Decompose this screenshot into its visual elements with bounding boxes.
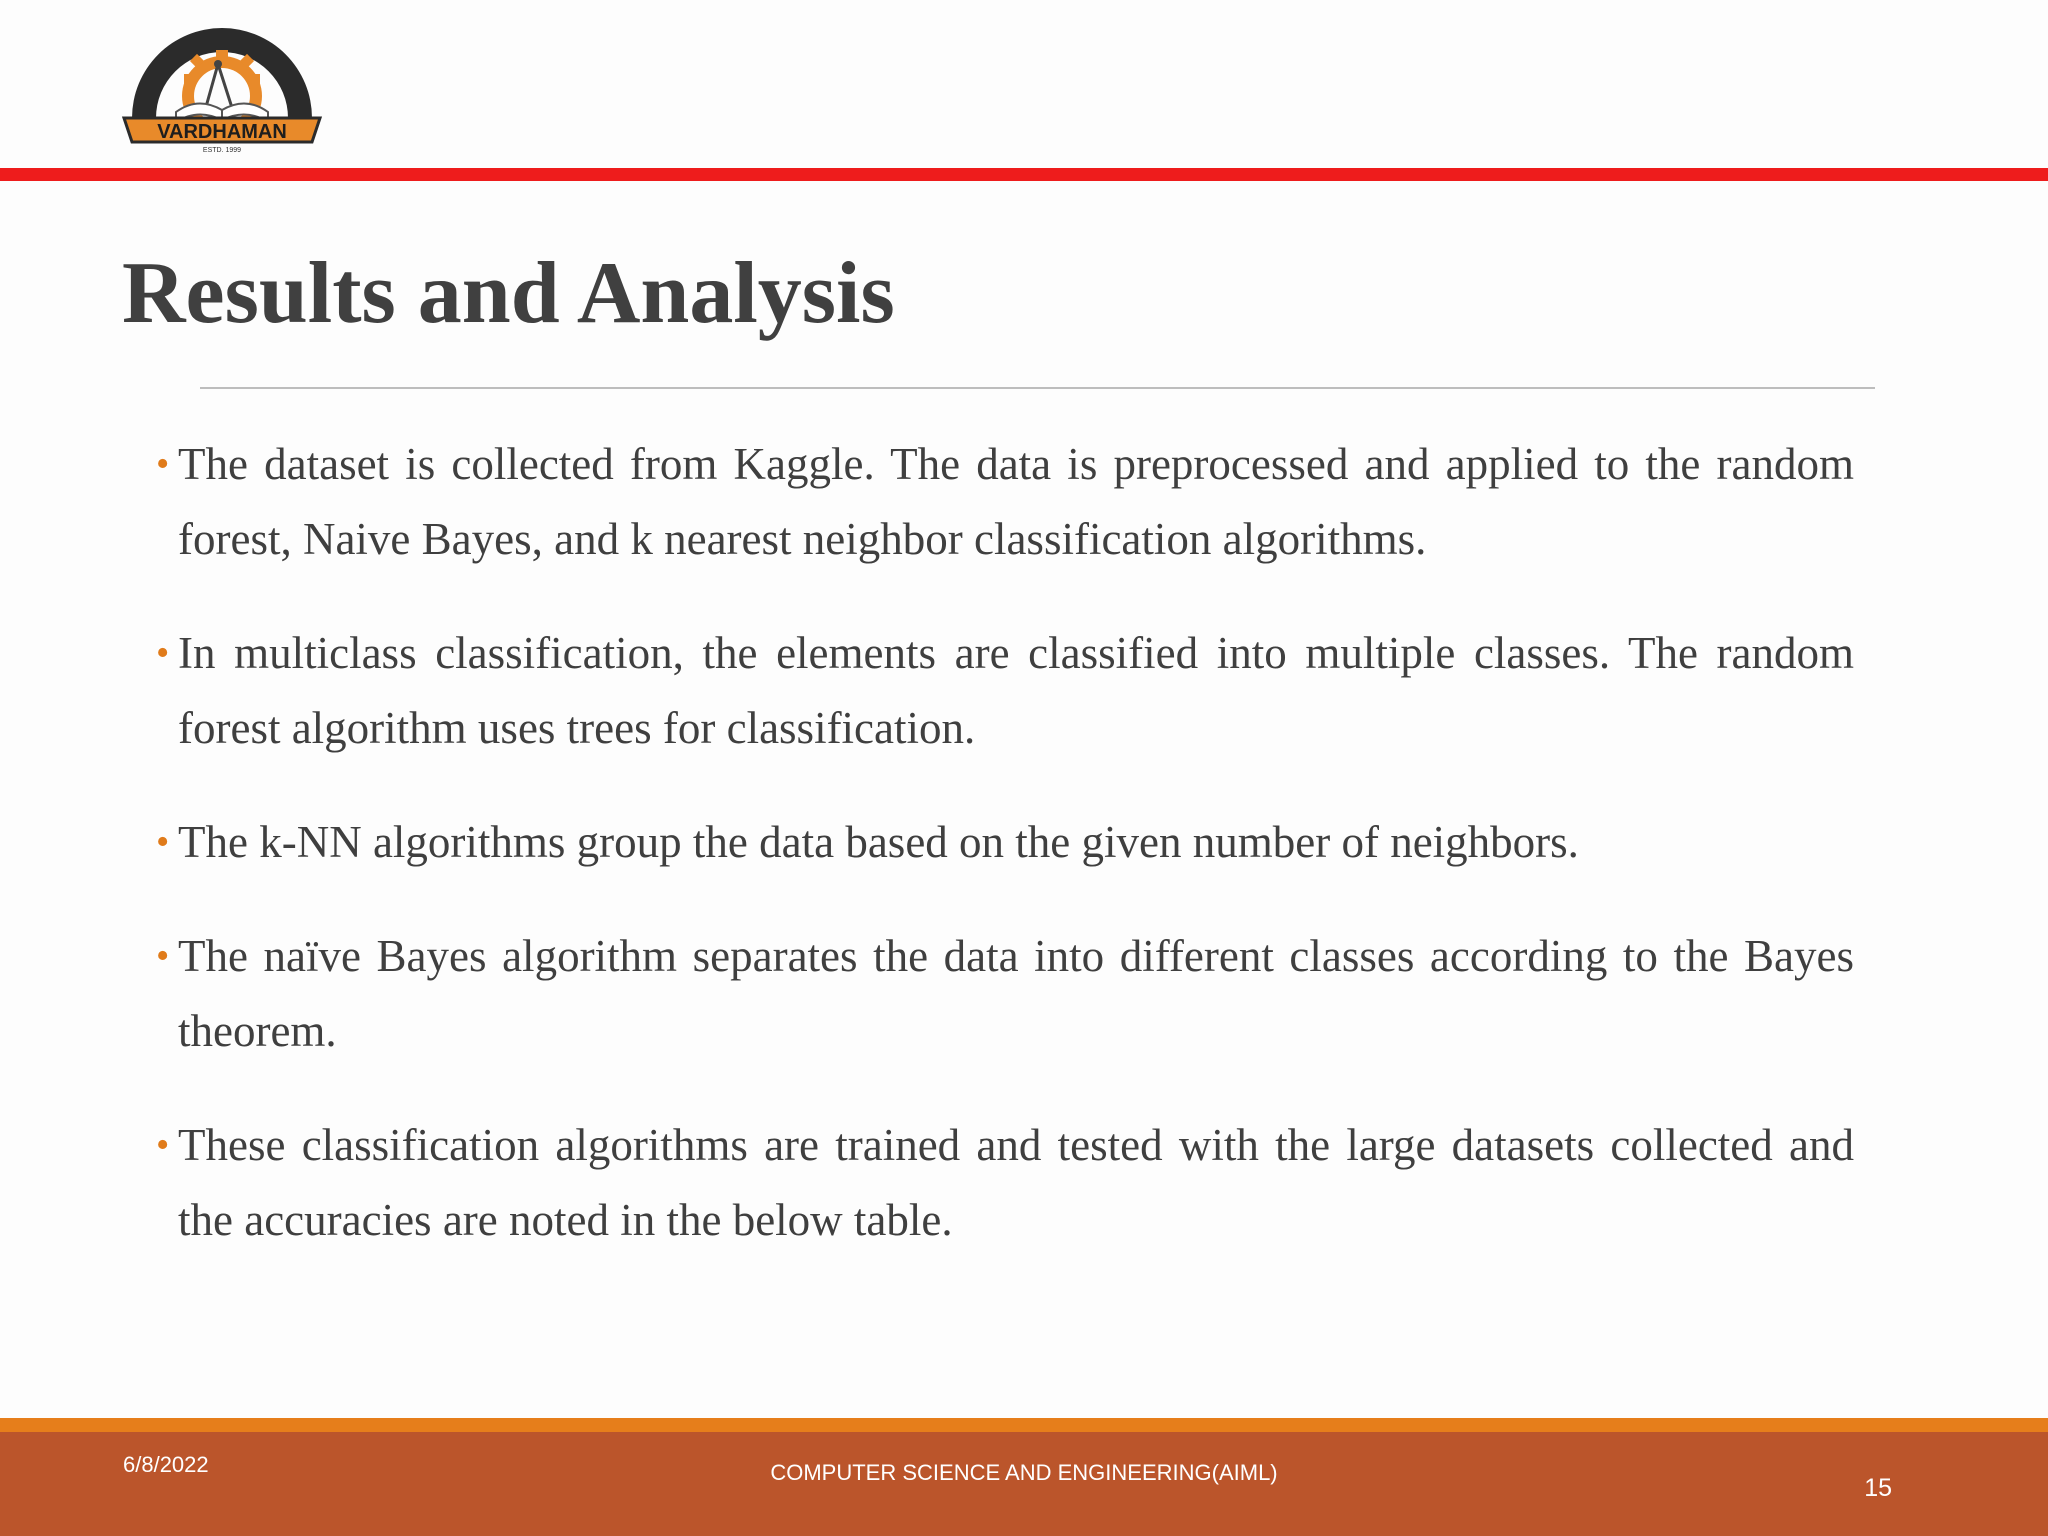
logo-name: VARDHAMAN	[157, 121, 287, 143]
bullet-text: The k-NN algorithms group the data based on the given number of neighbors.	[178, 817, 1579, 867]
bullet-dot-icon: •	[156, 632, 170, 674]
footer-department: COMPUTER SCIENCE AND ENGINEERING(AIML)	[770, 1460, 1278, 1485]
bullet-text: In multiclass classification, the elements are classified into multiple classes. The random forest algorithm uses trees for classification.	[178, 628, 1854, 753]
bullet-item	[154, 616, 1854, 766]
footer-accent-stripe	[0, 1418, 2048, 1432]
title-divider	[200, 387, 1875, 389]
bullet-text: The naïve Bayes algorithm separates the data into different classes according to the Bayes theorem.	[178, 931, 1854, 1056]
slide-title: Results and Analysis	[122, 245, 895, 342]
bullet-item	[154, 427, 1854, 577]
bullet-list	[154, 427, 1854, 1297]
slide-page-number: 15	[1864, 1474, 1892, 1502]
bullet-dot-icon: •	[156, 443, 170, 485]
footer-date: 6/8/2022	[123, 1452, 209, 1477]
bullet-dot-icon: •	[156, 1124, 170, 1166]
bullet-text: The dataset is collected from Kaggle. The data is preprocessed and applied to the random forest, Naive Bayes, and k nearest neighbor classification algorithms.	[178, 439, 1854, 564]
bullet-item	[154, 805, 1854, 880]
bullet-dot-icon: •	[156, 935, 170, 977]
college-logo	[118, 14, 326, 154]
bullet-item	[154, 1108, 1854, 1258]
logo-estd: ESTD. 1999	[202, 147, 242, 154]
bullet-text: These classification algorithms are trained and tested with the large datasets collected and the accuracies are noted in the below table.	[178, 1120, 1854, 1245]
bullet-dot-icon: •	[156, 821, 170, 863]
top-red-rule	[0, 168, 2048, 181]
bullet-item	[154, 919, 1854, 1069]
